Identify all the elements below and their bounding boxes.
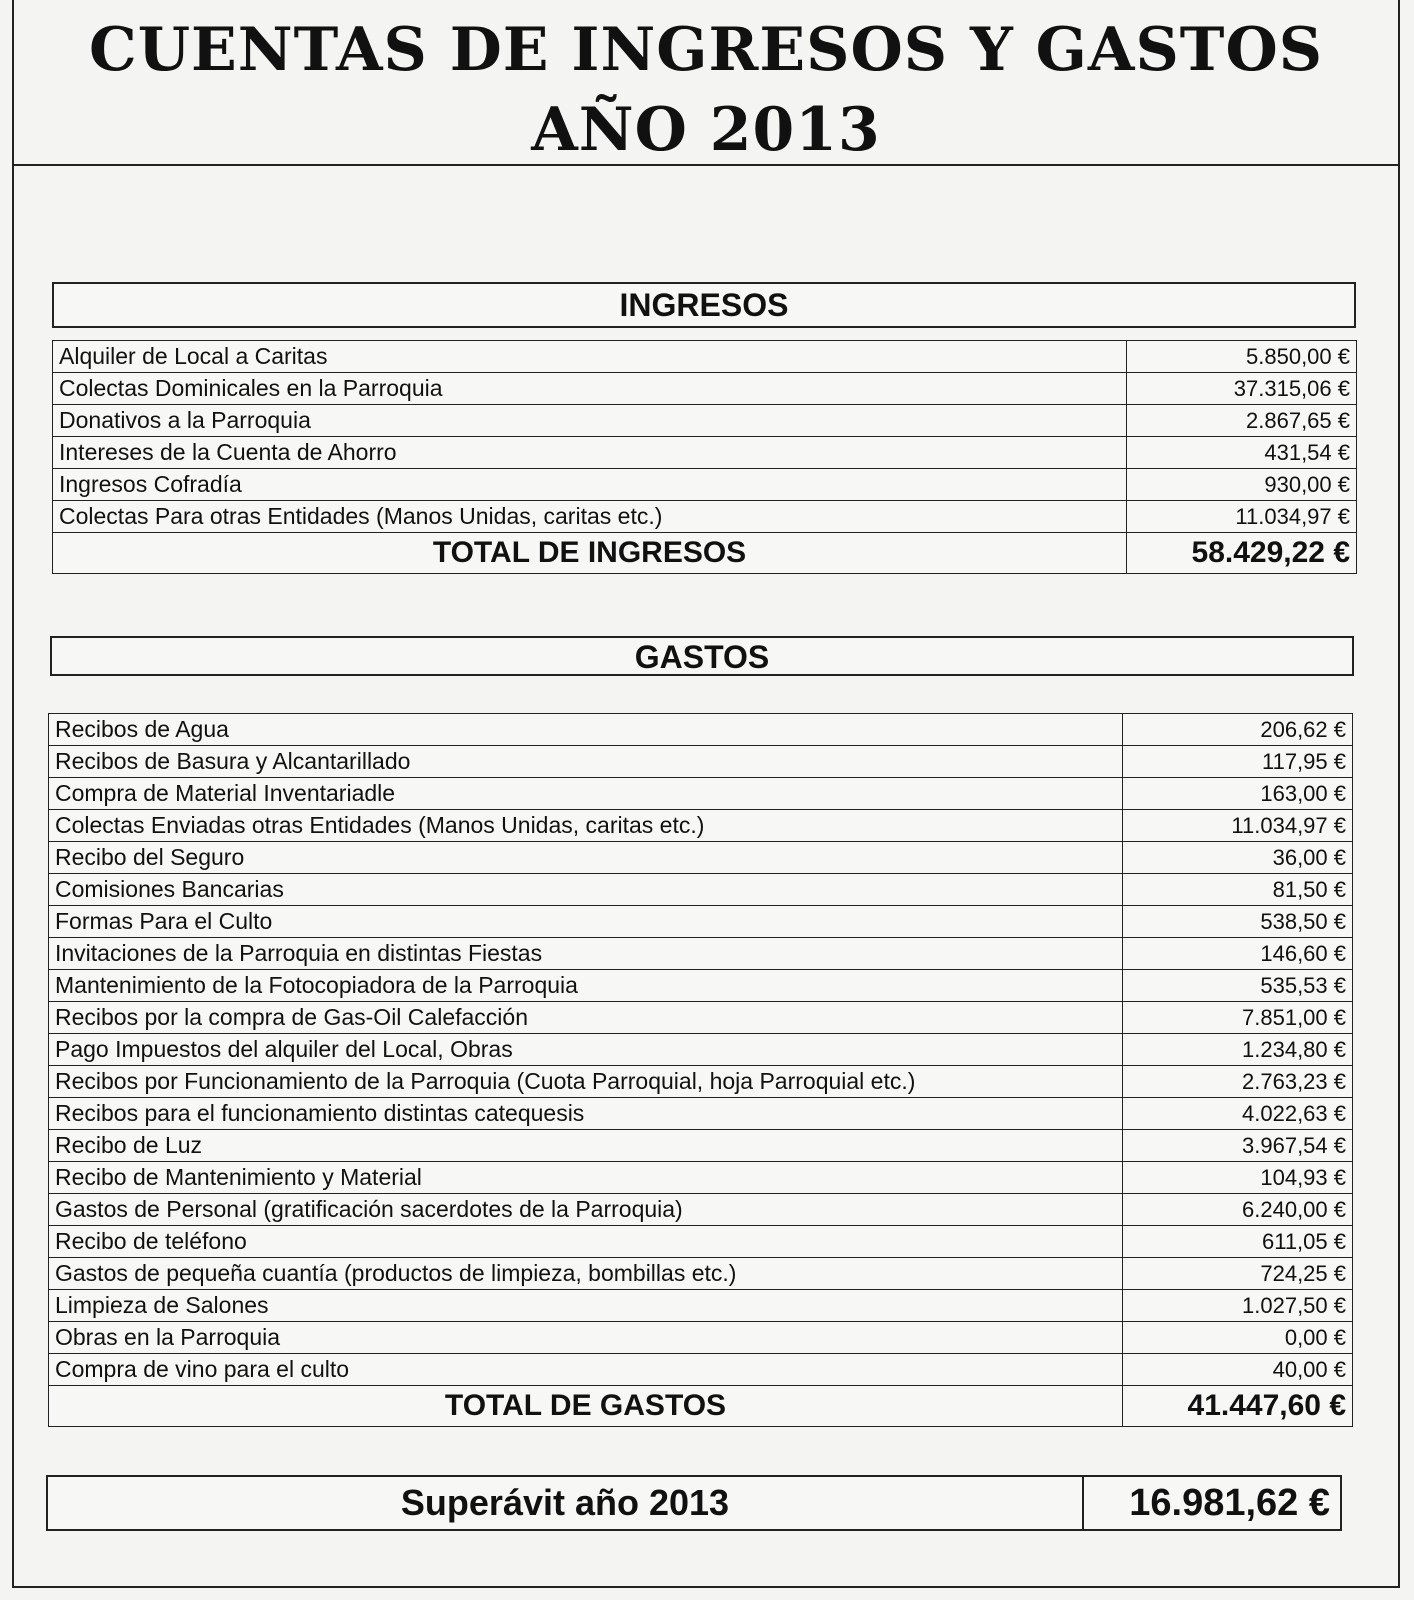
gastos-table <box>48 713 1353 1427</box>
superavit-row <box>46 1475 1342 1531</box>
gastos-row-amount: 4.022,63 € <box>1123 1098 1353 1130</box>
gastos-row-amount: 104,93 € <box>1123 1162 1353 1194</box>
ingresos-row-label: Alquiler de Local a Caritas <box>53 341 1127 373</box>
gastos-row-amount: 117,95 € <box>1123 746 1353 778</box>
gastos-row <box>49 842 1353 874</box>
gastos-row <box>49 1098 1353 1130</box>
gastos-row <box>49 874 1353 906</box>
gastos-row-amount: 6.240,00 € <box>1123 1194 1353 1226</box>
gastos-row <box>49 778 1353 810</box>
gastos-row-amount: 163,00 € <box>1123 778 1353 810</box>
gastos-row-label: Recibo de teléfono <box>49 1226 1123 1258</box>
gastos-row-label: Recibos por la compra de Gas-Oil Calefacción <box>49 1002 1123 1034</box>
gastos-row <box>49 810 1353 842</box>
title-line-1: CUENTAS DE INGRESOS Y GASTOS <box>88 15 1324 85</box>
gastos-row-amount: 36,00 € <box>1123 842 1353 874</box>
ingresos-total-amount: 58.429,22 € <box>1127 533 1357 574</box>
gastos-row-label: Formas Para el Culto <box>49 906 1123 938</box>
gastos-row <box>49 714 1353 746</box>
gastos-row <box>49 1034 1353 1066</box>
gastos-row-amount: 81,50 € <box>1123 874 1353 906</box>
gastos-row-label: Compra de Material Inventariadle <box>49 778 1123 810</box>
gastos-total-amount: 41.447,60 € <box>1123 1386 1353 1427</box>
ingresos-row <box>53 437 1357 469</box>
gastos-row-amount: 146,60 € <box>1123 938 1353 970</box>
gastos-row-amount: 1.234,80 € <box>1123 1034 1353 1066</box>
title-line-2: AÑO 2013 <box>531 95 881 165</box>
gastos-row-amount: 538,50 € <box>1123 906 1353 938</box>
gastos-row <box>49 906 1353 938</box>
gastos-total-row <box>49 1386 1353 1427</box>
gastos-row-label: Recibo del Seguro <box>49 842 1123 874</box>
ingresos-row-label: Ingresos Cofradía <box>53 469 1127 501</box>
gastos-row-label: Comisiones Bancarias <box>49 874 1123 906</box>
gastos-row-amount: 40,00 € <box>1123 1354 1353 1386</box>
superavit-amount: 16.981,62 € <box>1129 1482 1330 1524</box>
ingresos-row <box>53 341 1357 373</box>
gastos-row <box>49 1066 1353 1098</box>
gastos-row <box>49 1130 1353 1162</box>
gastos-row-label: Recibos de Agua <box>49 714 1123 746</box>
gastos-row-label: Recibos por Funcionamiento de la Parroquia (Cuota Parroquial, hoja Parroquial etc.) <box>49 1066 1123 1098</box>
gastos-row <box>49 1194 1353 1226</box>
ingresos-total-label: TOTAL DE INGRESOS <box>53 533 1127 574</box>
gastos-row-amount: 611,05 € <box>1123 1226 1353 1258</box>
ingresos-row-amount: 37.315,06 € <box>1127 373 1357 405</box>
gastos-row-amount: 2.763,23 € <box>1123 1066 1353 1098</box>
gastos-row-label: Invitaciones de la Parroquia en distintas Fiestas <box>49 938 1123 970</box>
gastos-row <box>49 1258 1353 1290</box>
ingresos-row-amount: 5.850,00 € <box>1127 341 1357 373</box>
gastos-row-amount: 0,00 € <box>1123 1322 1353 1354</box>
ingresos-table <box>52 340 1357 574</box>
ingresos-row <box>53 373 1357 405</box>
gastos-row <box>49 1002 1353 1034</box>
ingresos-row-label: Colectas Dominicales en la Parroquia <box>53 373 1127 405</box>
gastos-row-label: Limpieza de Salones <box>49 1290 1123 1322</box>
ingresos-row-amount: 11.034,97 € <box>1127 501 1357 533</box>
gastos-row-amount: 3.967,54 € <box>1123 1130 1353 1162</box>
gastos-row-amount: 206,62 € <box>1123 714 1353 746</box>
document-header <box>12 0 1400 166</box>
ingresos-heading: INGRESOS <box>52 282 1356 328</box>
gastos-row <box>49 1322 1353 1354</box>
gastos-row-amount: 1.027,50 € <box>1123 1290 1353 1322</box>
gastos-total-label: TOTAL DE GASTOS <box>49 1386 1123 1427</box>
ingresos-row-amount: 431,54 € <box>1127 437 1357 469</box>
gastos-row-amount: 11.034,97 € <box>1123 810 1353 842</box>
gastos-row-label: Colectas Enviadas otras Entidades (Manos Unidas, caritas etc.) <box>49 810 1123 842</box>
gastos-row-label: Gastos de Personal (gratificación sacerdotes de la Parroquia) <box>49 1194 1123 1226</box>
ingresos-row-label: Donativos a la Parroquia <box>53 405 1127 437</box>
gastos-row-amount: 535,53 € <box>1123 970 1353 1002</box>
gastos-heading: GASTOS <box>50 636 1354 676</box>
gastos-row <box>49 1162 1353 1194</box>
gastos-row-amount: 724,25 € <box>1123 1258 1353 1290</box>
gastos-row-label: Recibos de Basura y Alcantarillado <box>49 746 1123 778</box>
gastos-row <box>49 746 1353 778</box>
ingresos-row <box>53 501 1357 533</box>
gastos-row-label: Gastos de pequeña cuantía (productos de limpieza, bombillas etc.) <box>49 1258 1123 1290</box>
gastos-row-label: Recibo de Luz <box>49 1130 1123 1162</box>
ingresos-row-amount: 2.867,65 € <box>1127 405 1357 437</box>
gastos-row-label: Obras en la Parroquia <box>49 1322 1123 1354</box>
gastos-row-label: Recibos para el funcionamiento distintas catequesis <box>49 1098 1123 1130</box>
gastos-row <box>49 970 1353 1002</box>
gastos-row-label: Mantenimiento de la Fotocopiadora de la Parroquia <box>49 970 1123 1002</box>
gastos-row-label: Pago Impuestos del alquiler del Local, Obras <box>49 1034 1123 1066</box>
ingresos-row <box>53 405 1357 437</box>
gastos-row <box>49 1226 1353 1258</box>
gastos-row-label: Recibo de Mantenimiento y Material <box>49 1162 1123 1194</box>
gastos-row-amount: 7.851,00 € <box>1123 1002 1353 1034</box>
ingresos-row <box>53 469 1357 501</box>
superavit-label: Superávit año 2013 <box>48 1477 1084 1529</box>
gastos-row <box>49 938 1353 970</box>
ingresos-total-row <box>53 533 1357 574</box>
gastos-row <box>49 1290 1353 1322</box>
ingresos-row-label: Colectas Para otras Entidades (Manos Unidas, caritas etc.) <box>53 501 1127 533</box>
ingresos-row-label: Intereses de la Cuenta de Ahorro <box>53 437 1127 469</box>
gastos-row-label: Compra de vino para el culto <box>49 1354 1123 1386</box>
ingresos-row-amount: 930,00 € <box>1127 469 1357 501</box>
gastos-row <box>49 1354 1353 1386</box>
